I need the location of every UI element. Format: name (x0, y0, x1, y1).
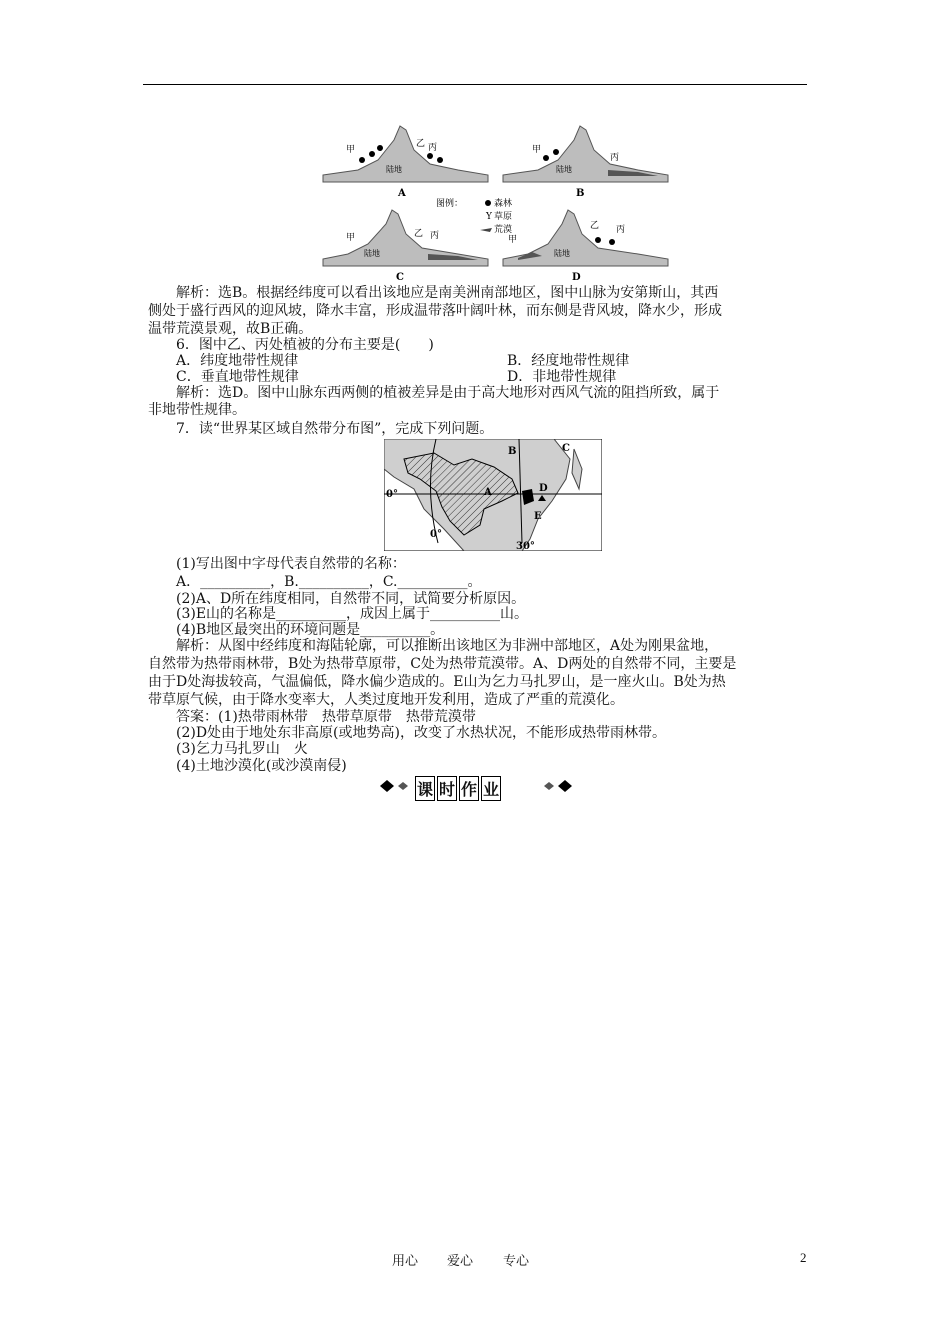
yi-label-d: 乙 (590, 221, 600, 231)
caption-c: C (396, 272, 404, 282)
answer-4: (4)土地沙漠化(或沙漠南侵) (176, 758, 347, 774)
analysis-3-line-3: 由于D处海拔较高，气温偏低，降水偏少造成的。E山为乞力马扎罗山，是一座火山。B处为热 (148, 674, 726, 690)
profile-d (503, 210, 668, 282)
question-7: 7．读“世界某区域自然带分布图”，完成下列问题。 (176, 421, 494, 437)
profile-a (323, 126, 488, 199)
header-rule (143, 84, 807, 85)
sub-question-2: (2)A、D所在纬度相同，自然带不同，试简要分析原因。 (176, 591, 526, 607)
caption-a: A (398, 188, 406, 199)
map-label-b: B (508, 446, 517, 457)
land-label-a: 陆地 (386, 165, 402, 174)
jia-label-a: 甲 (346, 145, 356, 155)
svg-text:Y: Y (486, 212, 492, 222)
map-lon-0: 0° (430, 529, 442, 540)
sub-question-4: (4)B地区最突出的环境问题是__________。 (176, 622, 445, 638)
yi-label-c: 乙 (414, 229, 424, 239)
analysis-2-line-1: 解析：选D。图中山脉东西两侧的植被差异是由于高大地形对西风气流的阻挡所致，属于 (176, 385, 720, 401)
legend-title: 图例： (436, 199, 464, 209)
legend-forest: 森林 (494, 199, 513, 209)
diamond-right-icon (540, 779, 574, 793)
yi-label-a: 乙 (416, 139, 426, 149)
footer-text-1: 用心 (392, 1254, 419, 1269)
legend-grassland: 草原 (494, 212, 513, 222)
sub-question-3: (3)E山的名称是__________，成因上属于__________山。 (176, 606, 529, 622)
map-lat-0: 0° (386, 489, 398, 500)
answer-3: (3)乞力马扎罗山 火 (176, 741, 308, 757)
analysis-1-line-2: 侧处于盛行西风的迎风坡，降水丰富，形成温带落叶阔叶林，而东侧是背风坡，降水少，形成 (148, 303, 722, 319)
legend-desert: 荒漠 (494, 225, 513, 235)
page-number: 2 (800, 1250, 807, 1265)
q6-option-b: B．经度地带性规律 (507, 353, 630, 369)
jia-label-d: 甲 (508, 235, 518, 245)
land-label-c: 陆地 (364, 249, 380, 258)
vegetation-profile-figure (318, 120, 690, 282)
caption-b: B (576, 188, 585, 199)
bing-label-a: 丙 (428, 143, 438, 153)
map-label-c: C (562, 443, 570, 454)
map-label-a: A (484, 487, 492, 498)
map-lon-30: 30° (516, 541, 535, 551)
analysis-3-line-4: 带草原气候，由于降水变率大，人类过度地开发利用，造成了严重的荒漠化。 (148, 692, 624, 708)
bing-label-c: 丙 (430, 231, 440, 241)
jia-label-c: 甲 (346, 233, 356, 243)
bing-label-b: 丙 (610, 153, 620, 163)
answer-1: 答案：(1)热带雨林带 热带草原带 热带荒漠带 (176, 709, 476, 725)
land-label-d: 陆地 (554, 249, 570, 258)
question-6: 6．图中乙、丙处植被的分布主要是( ) (176, 337, 434, 353)
caption-d: D (572, 272, 581, 282)
analysis-3-line-2: 自然带为热带雨林带，B处为热带草原带，C处为热带荒漠带。A、D两处的自然带不同，主要是 (148, 656, 737, 672)
land-label-b: 陆地 (556, 165, 572, 174)
section-banner (378, 776, 578, 798)
jia-label-b: 甲 (532, 145, 542, 155)
analysis-3-line-1: 解析：从图中经纬度和海陆轮廓，可以推断出该地区为非洲中部地区，A处为刚果盆地， (176, 638, 719, 654)
sub-question-1: (1)写出图中字母代表自然带的名称： (176, 556, 406, 572)
profile-b (503, 126, 668, 199)
analysis-2-line-2: 非地带性规律。 (148, 402, 246, 418)
sub-question-1-blanks: A．__________，B.__________，C.__________。 (176, 574, 482, 590)
legend (436, 197, 512, 235)
footer-text-2: 爱心 (447, 1254, 474, 1269)
analysis-1-line-3: 温带荒漠景观，故B正确。 (148, 321, 313, 337)
map-label-e: E (534, 511, 542, 522)
africa-natural-zone-map (384, 439, 602, 551)
map-label-d: D (539, 483, 548, 494)
profile-c (323, 210, 488, 282)
footer-text-3: 专心 (503, 1254, 530, 1269)
banner-title: 课 时 作 业 (415, 776, 503, 801)
answer-2: (2)D处由于地处东非高原(或地势高)，改变了水热状况，不能形成热带雨林带。 (176, 725, 666, 741)
diamond-left-icon (378, 779, 412, 793)
analysis-1-line-1: 解析：选B。根据经纬度可以看出该地应是南美洲南部地区，图中山脉为安第斯山，其西 (176, 285, 719, 301)
bing-label-d: 丙 (616, 225, 626, 235)
q6-option-d: D．非地带性规律 (507, 369, 617, 385)
q6-option-c: C．垂直地带性规律 (176, 369, 299, 385)
q6-option-a: A．纬度地带性规律 (176, 353, 299, 369)
